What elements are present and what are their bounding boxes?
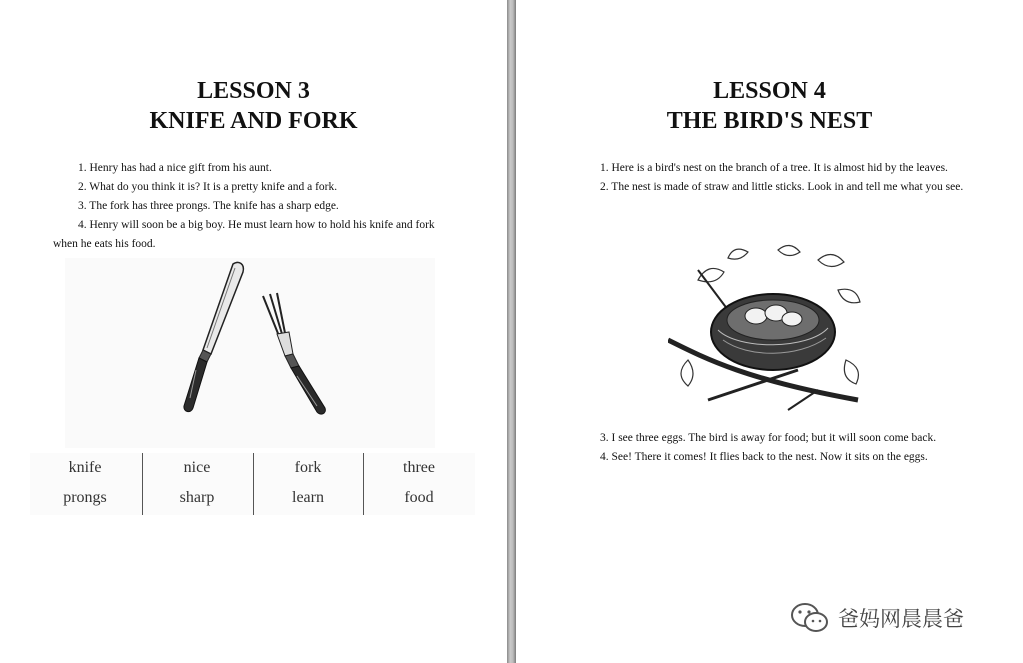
vocabulary-table: [30, 453, 475, 515]
vocab-word: learn: [292, 489, 324, 506]
knife-and-fork-illustration: [65, 258, 435, 448]
lesson-3-text: [53, 159, 448, 254]
vocab-column: [253, 453, 363, 515]
paragraph: 2. What do you think it is? It is a pretty knife and a fork.: [78, 181, 338, 193]
vocab-word: food: [404, 489, 434, 506]
vocab-word: three: [403, 459, 435, 476]
fork-icon: [263, 293, 325, 414]
knife-and-fork-image: [65, 258, 435, 448]
watermark: [790, 600, 1000, 636]
paragraph: 4. See! There it comes! It flies back to the nest. Now it sits on the eggs.: [600, 451, 928, 463]
lesson-number: LESSON 3: [197, 78, 310, 104]
vocab-column: [30, 453, 140, 515]
birds-nest-image: [668, 240, 878, 422]
lesson-3-heading: [0, 76, 507, 136]
watermark-text: 爸妈网晨晨爸: [838, 607, 964, 631]
lesson-4-text-bottom: [575, 429, 970, 467]
paragraph: 3. I see three eggs. The bird is away for food; but it will soon come back.: [600, 432, 937, 444]
paragraph: 4. Henry will soon be a big boy. He must learn how to hold his knife and fork when he eats his food.: [53, 219, 435, 250]
lesson-4-text-top: [575, 159, 970, 197]
knife-icon: [184, 262, 243, 411]
page-gutter: [507, 0, 516, 663]
birds-nest-illustration: [668, 240, 878, 422]
paragraph: 3. The fork has three prongs. The knife has a sharp edge.: [78, 200, 339, 212]
paragraph: 2. The nest is made of straw and little sticks. Look in and tell me what you see.: [600, 181, 964, 193]
lesson-number: LESSON 4: [713, 78, 826, 104]
vocab-word: nice: [183, 459, 211, 476]
paragraph: 1. Henry has had a nice gift from his aunt.: [78, 162, 272, 174]
wechat-icon: [790, 601, 830, 635]
lesson-title: THE BIRD'S NEST: [666, 108, 873, 134]
vocab-word: sharp: [179, 489, 215, 506]
vocab-column: [364, 453, 474, 515]
vocab-word: fork: [294, 459, 322, 476]
lesson-title: KNIFE AND FORK: [149, 108, 358, 134]
paragraph: 1. Here is a bird's nest on the branch of a tree. It is almost hid by the leaves.: [600, 162, 948, 174]
vocab-word: prongs: [63, 489, 107, 506]
vocab-word: knife: [68, 459, 102, 476]
lesson-4-heading: [516, 76, 1023, 136]
vocab-column: [142, 453, 252, 515]
